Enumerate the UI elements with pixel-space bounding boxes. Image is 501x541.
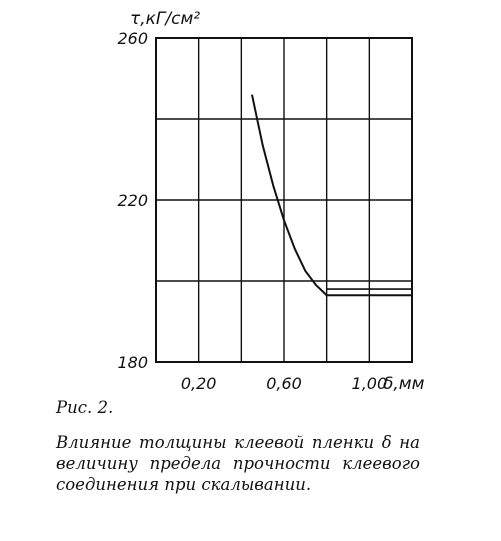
y-tick-labels: [117, 29, 148, 372]
figure-label: Рис. 2.: [56, 398, 114, 417]
x-tick-label: 0,60: [266, 374, 302, 393]
figure-caption: [56, 397, 420, 495]
x-tick-label: 0,20: [180, 374, 217, 393]
y-tick-label: 260: [117, 29, 148, 48]
figure-description: Влияние толщины клеевой пленки δ на величину предела прочности клеевого соединения при скалывании.: [56, 433, 420, 494]
y-tick-label: 220: [117, 191, 148, 210]
x-axis-label: δ,мм: [383, 374, 425, 394]
x-tick-label: 1,00: [351, 374, 388, 393]
series-line: [252, 95, 412, 296]
grid: [156, 38, 412, 362]
x-tick-labels: [181, 374, 387, 393]
y-axis-label: τ,кГ/см²: [130, 9, 201, 29]
y-tick-label: 180: [117, 353, 148, 372]
